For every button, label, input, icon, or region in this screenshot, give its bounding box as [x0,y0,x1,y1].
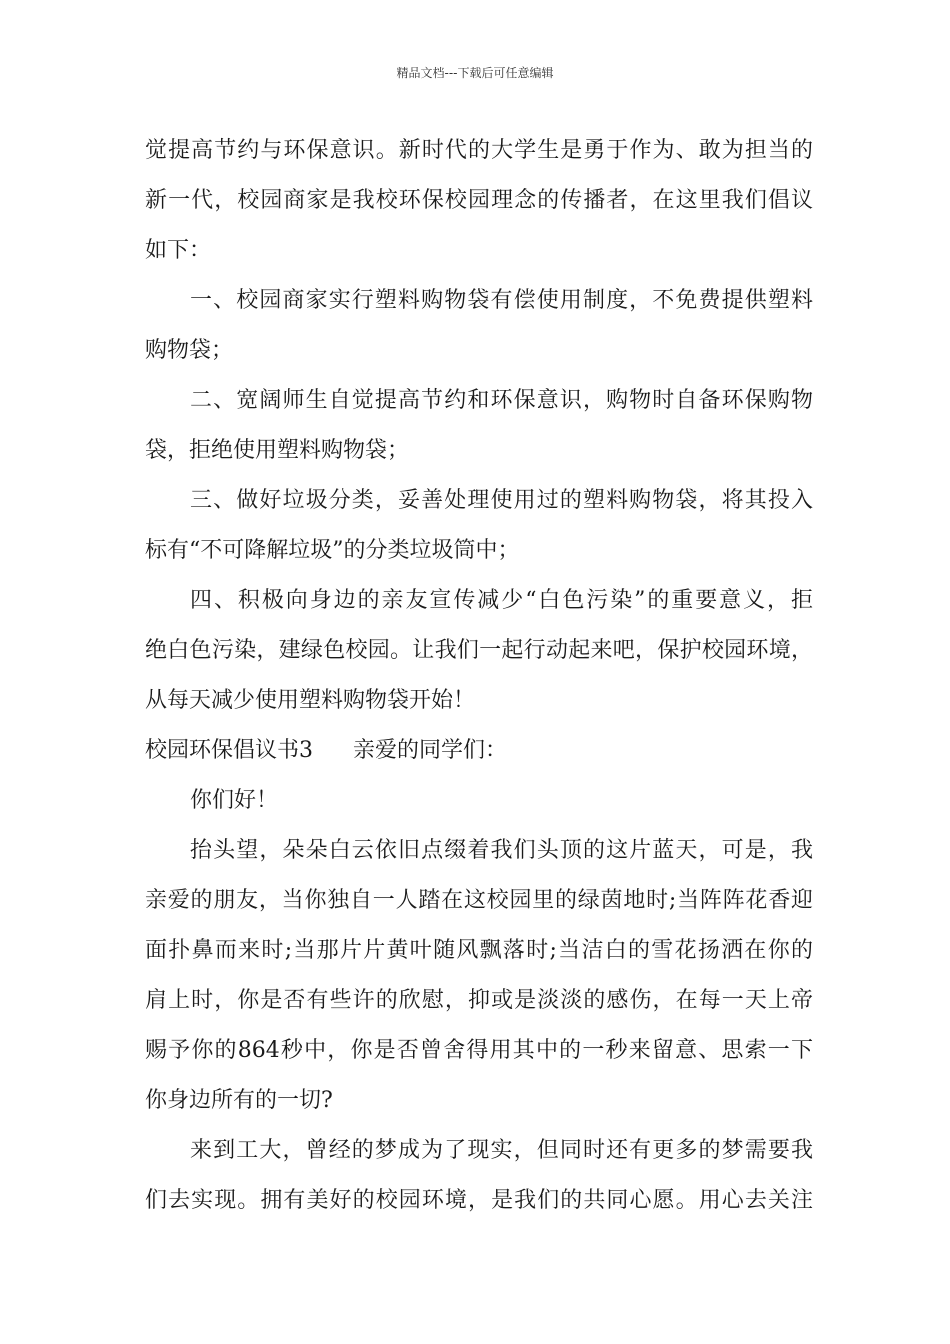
paragraph-line: 标有“不可降解垃圾”的分类垃圾筒中； [145,538,520,563]
paragraph-line: 你们好！ [190,788,279,813]
paragraph-line: 们去实现。拥有美好的校园环境，是我们的共同心愿。用心去关注 [145,1188,813,1213]
paragraph-line: 袋，拒绝使用塑料购物袋； [145,438,410,463]
paragraph-line: 肩上时，你是否有些许的欣慰，抑或是淡淡的感伤，在每一天上帝 [145,988,813,1013]
paragraph-line: 你身边所有的一切? [145,1088,333,1113]
page-header: 精品文档---下载后可任意编辑 [396,66,554,80]
paragraph-line: 赐予你的864秒中，你是否曾舍得用其中的一秒来留意、思索一下 [145,1038,813,1063]
salutation: 亲爱的同学们： [353,738,508,763]
paragraph-line: 新一代，校园商家是我校环保校园理念的传播者，在这里我们倡议 [145,188,813,213]
paragraph-line: 觉提高节约与环保意识。新时代的大学生是勇于作为、敢为担当的 [145,138,813,163]
paragraph-line: 如下： [145,238,212,263]
section-heading-line [145,726,813,776]
paragraph-line: 购物袋； [145,338,234,363]
section-title: 校园环保倡议书3 [145,738,313,763]
paragraph-line: 抬头望，朵朵白云依旧点缀着我们头顶的这片蓝天，可是，我 [190,838,813,863]
paragraph-line: 二、宽阔师生自觉提高节约和环保意识，购物时自备环保购物 [190,388,813,413]
paragraph-line: 三、做好垃圾分类，妥善处理使用过的塑料购物袋，将其投入 [190,488,813,513]
document-body [145,126,813,1226]
paragraph-line: 四、积极向身边的亲友宣传减少“白色污染”的重要意义，拒 [190,588,813,613]
paragraph-line: 从每天减少使用塑料购物袋开始！ [145,688,476,713]
paragraph-line: 亲爱的朋友，当你独自一人踏在这校园里的绿茵地时;当阵阵花香迎 [145,888,813,913]
paragraph-line: 面扑鼻而来时;当那片片黄叶随风飘落时;当洁白的雪花扬洒在你的 [145,938,813,963]
paragraph-line: 一、校园商家实行塑料购物袋有偿使用制度，不免费提供塑料 [190,288,813,313]
paragraph-line: 来到工大，曾经的梦成为了现实，但同时还有更多的梦需要我 [190,1138,813,1163]
paragraph-line: 绝白色污染，建绿色校园。让我们一起行动起来吧，保护校园环境， [145,638,813,663]
